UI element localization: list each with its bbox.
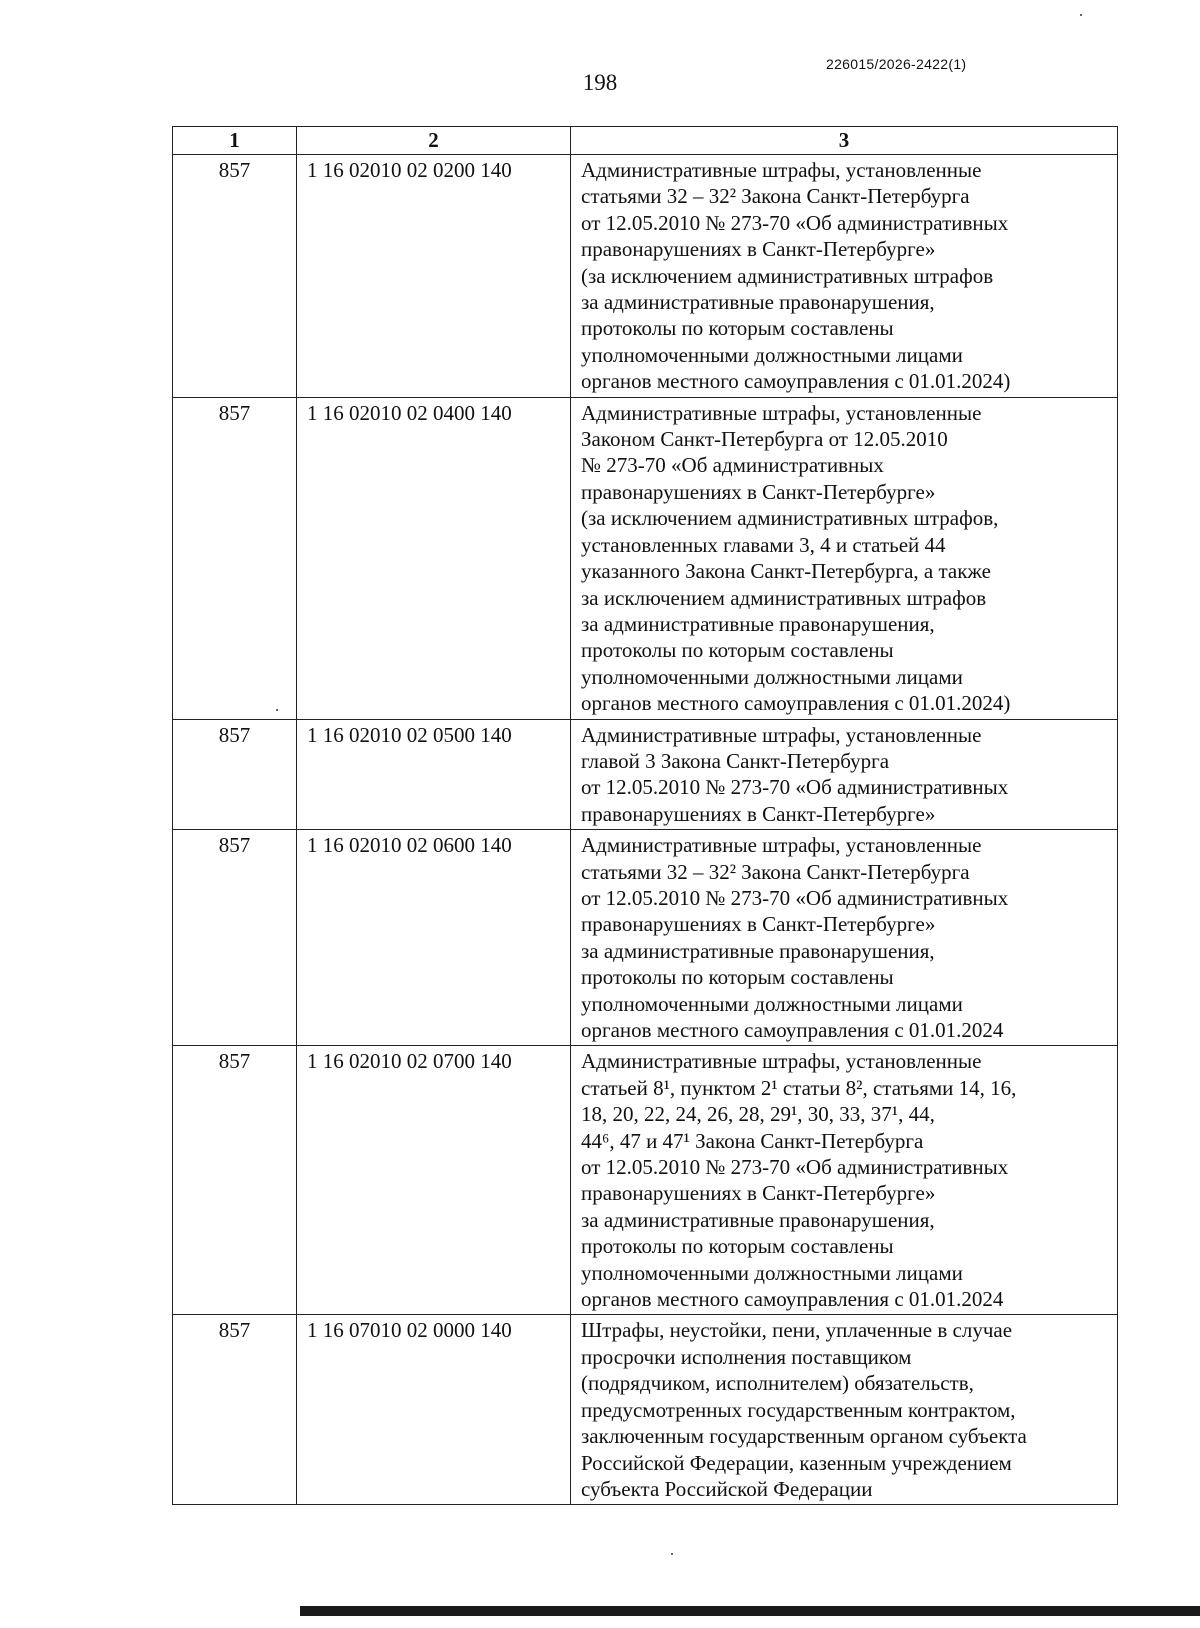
revenue-code-cell: 1 16 07010 02 0000 140	[297, 1315, 571, 1505]
table-row	[173, 397, 1118, 719]
admin-code-cell: 857	[173, 1315, 297, 1505]
table-row	[173, 830, 1118, 1046]
revenue-codes-table	[172, 126, 1118, 1505]
admin-code-cell: 857	[173, 1046, 297, 1315]
table-header-row	[173, 127, 1118, 155]
revenue-code-cell: 1 16 02010 02 0600 140	[297, 830, 571, 1046]
admin-code-cell: 857	[173, 830, 297, 1046]
column-header-1: 1	[173, 127, 297, 155]
description-cell: Административные штрафы, установленные статьей 8¹, пунктом 2¹ статьи 8², статьями 14, 16, 18, 20, 22, 24, 26, 28, 29¹, 30, 33, 37¹, 44, 44⁶, 47 и 47¹ Закона Санкт-Петербурга от 12.05.2010 № 273-70 «Об административных правонарушениях в Санкт-Петербурге» за административные правонарушения, протоколы по которым составлены уполномоченными должностными лицами органов местного самоуправления с 01.01.2024	[571, 1046, 1118, 1315]
revenue-code-cell: 1 16 02010 02 0700 140	[297, 1046, 571, 1315]
admin-code-cell: 857	[173, 155, 297, 398]
description-cell: Административные штрафы, установленные Законом Санкт-Петербурга от 12.05.2010 № 273-70 «Об административных правонарушениях в Санкт-Петербурге» (за исключением административных штрафов, установленных главами 3, 4 и статьей 44 указанного Закона Санкт-Петербурга, а также за исключением административных штрафов за административные правонарушения, протоколы по которым составлены уполномоченными должностными лицами органов местного самоуправления с 01.01.2024)	[571, 397, 1118, 719]
table-row	[173, 1046, 1118, 1315]
column-header-3: 3	[571, 127, 1118, 155]
scan-speck	[1080, 14, 1082, 16]
admin-code-cell: 857	[173, 719, 297, 830]
table-row	[173, 719, 1118, 830]
revenue-code-cell: 1 16 02010 02 0500 140	[297, 719, 571, 830]
admin-code-cell: 857	[173, 397, 297, 719]
page-number: 198	[582, 70, 618, 95]
description-cell: Административные штрафы, установленные главой 3 Закона Санкт-Петербурга от 12.05.2010 № 273-70 «Об административных правонарушениях в Санкт-Петербурге»	[571, 719, 1118, 830]
description-cell: Административные штрафы, установленные статьями 32 – 32² Закона Санкт-Петербурга от 12.05.2010 № 273-70 «Об административных правонарушениях в Санкт-Петербурге» за административные правонарушения, протоколы по которым составлены уполномоченными должностными лицами органов местного самоуправления с 01.01.2024	[571, 830, 1118, 1046]
scan-speck	[276, 709, 278, 711]
column-header-2: 2	[297, 127, 571, 155]
scan-speck	[671, 1553, 673, 1555]
description-cell: Штрафы, неустойки, пени, уплаченные в случае просрочки исполнения поставщиком (подрядчиком, исполнителем) обязательств, предусмотренных государственным контрактом, заключенным государственным органом субъекта Российской Федерации, казенным учреждением субъекта Российской Федерации	[571, 1315, 1118, 1505]
table-row	[173, 1315, 1118, 1505]
description-cell: Административные штрафы, установленные статьями 32 – 32² Закона Санкт-Петербурга от 12.05.2010 № 273-70 «Об административных правонарушениях в Санкт-Петербурге» (за исключением административных штрафов за административные правонарушения, протоколы по которым составлены уполномоченными должностными лицами органов местного самоуправления с 01.01.2024)	[571, 155, 1118, 398]
revenue-code-cell: 1 16 02010 02 0400 140	[297, 397, 571, 719]
revenue-code-cell: 1 16 02010 02 0200 140	[297, 155, 571, 398]
scan-edge-bar	[300, 1606, 1200, 1616]
table-row	[173, 155, 1118, 398]
document-id: 226015/2026-2422(1)	[826, 56, 967, 72]
